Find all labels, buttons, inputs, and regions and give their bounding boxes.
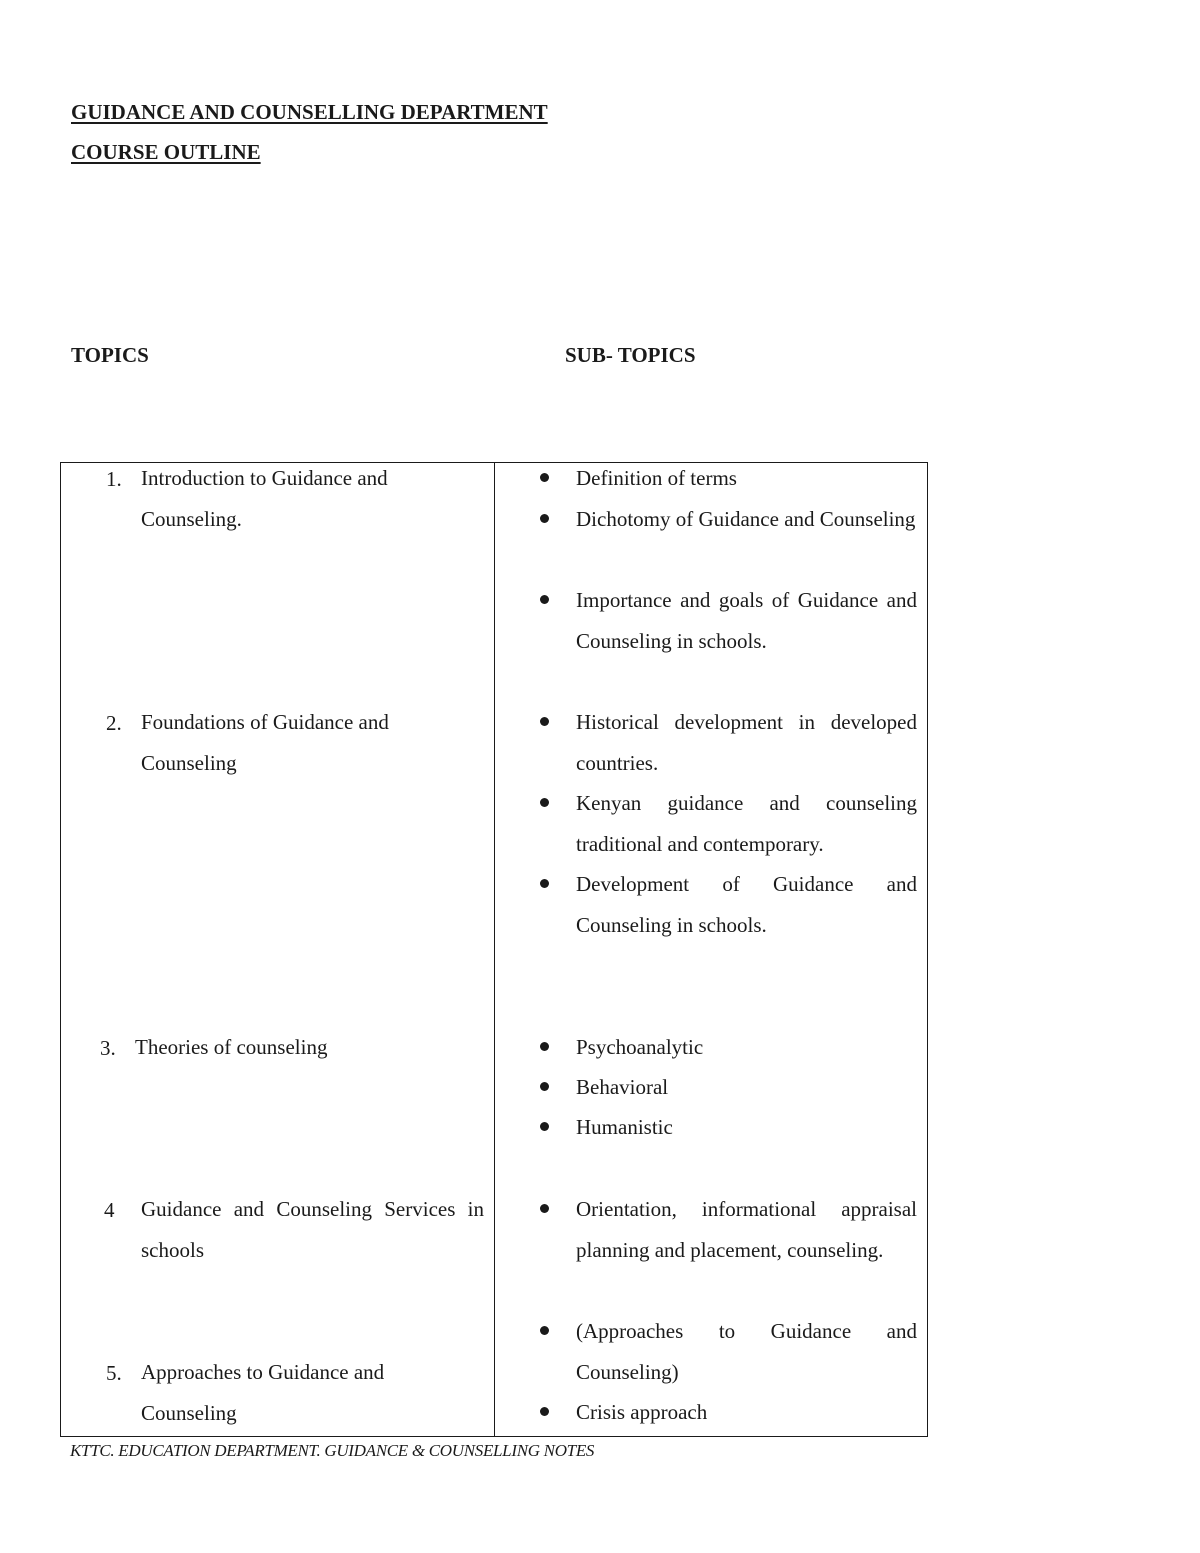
bullet-icon [540,1122,549,1131]
bullet-icon [540,1042,549,1051]
topic-number: 2. [106,711,122,735]
topic-number: 3. [100,1036,116,1060]
bullet-icon [540,514,549,523]
bullet-icon [540,798,549,807]
bullet-icon [540,1326,549,1335]
subtopic-item: Development of Guidance and Counseling in schools. [576,872,917,937]
topic-label: Introduction to Guidance and Counseling. [141,466,388,531]
table-column-divider [494,462,495,1437]
subtopic-item: Historical development in developed countries. [576,710,917,775]
subtopic-item: Orientation, informational appraisal planning and placement, counseling. [576,1197,917,1262]
document-title: GUIDANCE AND COUNSELLING DEPARTMENT [71,100,548,124]
topic-label: Approaches to Guidance and Counseling [141,1360,385,1425]
subtopic-item: Psychoanalytic [576,1035,704,1059]
topic-number: 4 [104,1198,115,1222]
subtopic-item: Importance and goals of Guidance and Counseling in schools. [576,588,917,653]
subtopics-column-header: SUB- TOPICS [565,343,696,367]
subtopic-item: Humanistic [576,1115,673,1139]
topic-label: Foundations of Guidance and Counseling [141,710,389,775]
subtopic-item: Dichotomy of Guidance and Counseling [576,507,916,531]
bullet-icon [540,473,549,482]
subtopic-item: Behavioral [576,1075,669,1099]
bullet-icon [540,1082,549,1091]
bullet-icon [540,717,549,726]
bullet-icon [540,595,549,604]
subtopic-item: (Approaches to Guidance and Counseling) [576,1319,917,1384]
topics-column-header: TOPICS [71,343,149,367]
topic-label: Guidance and Counseling Services in schools [141,1197,484,1262]
bullet-icon [540,1204,549,1213]
topic-number: 1. [106,467,122,491]
subtopic-item: Definition of terms [576,466,737,490]
bullet-icon [540,879,549,888]
subtopic-item: Kenyan guidance and counseling traditional and contemporary. [576,791,917,856]
topic-number: 5. [106,1361,122,1385]
page-footer: KTTC. EDUCATION DEPARTMENT. GUIDANCE & COUNSELLING NOTES [70,1441,595,1460]
bullet-icon [540,1407,549,1416]
document-subtitle: COURSE OUTLINE [71,140,261,164]
topic-label: Theories of counseling [135,1035,328,1059]
subtopic-item: Crisis approach [576,1400,708,1424]
